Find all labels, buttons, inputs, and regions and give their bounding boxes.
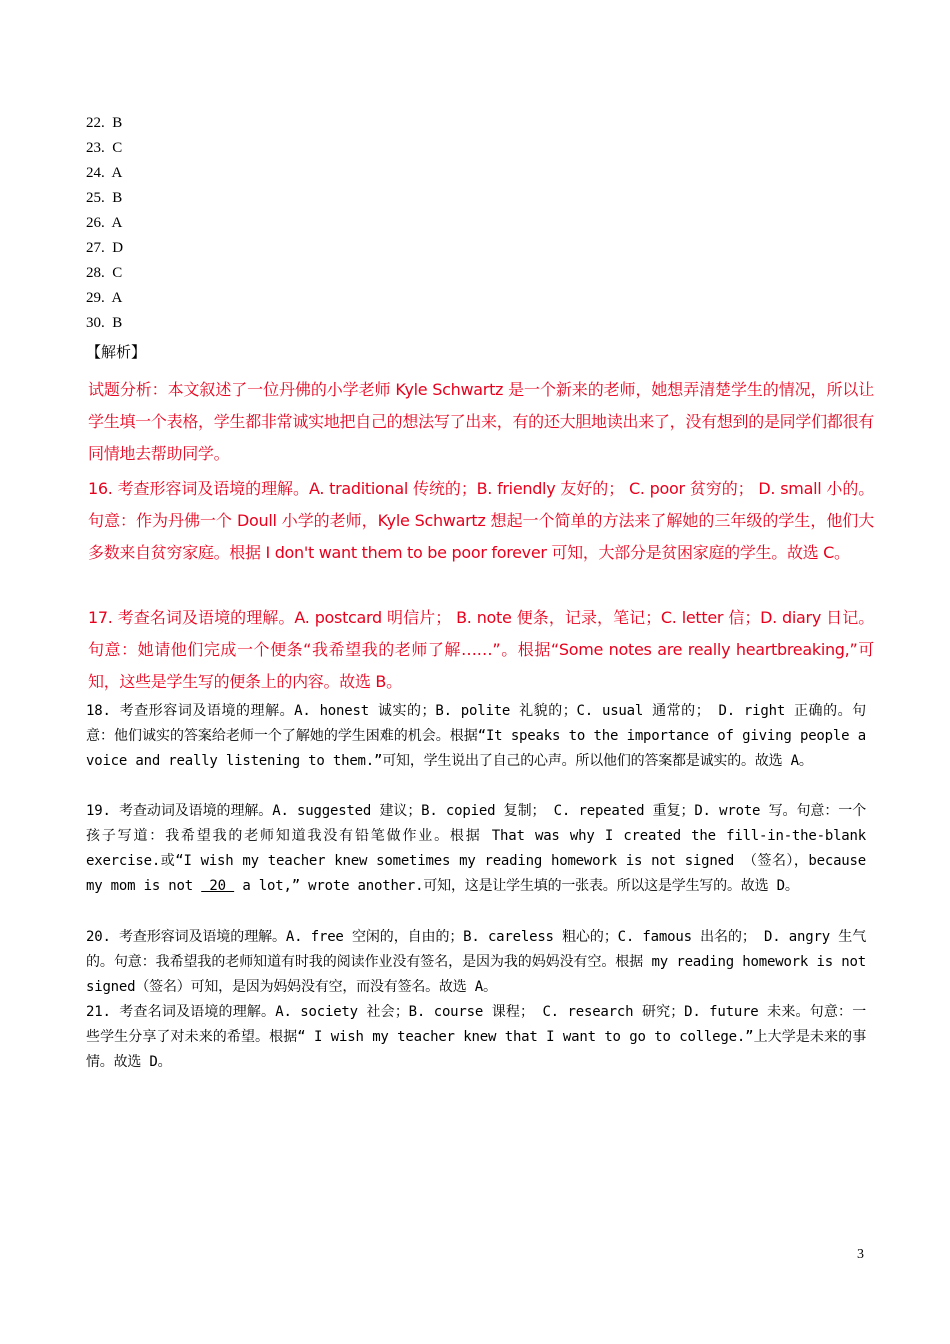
answer-key-list [86,111,123,336]
analysis-paragraph: 试题分析：本文叙述了一位丹佛的小学老师 Kyle Schwartz 是一个新来的老师，她想弄清楚学生的情况，所以让学生填一个表格，学生都非常诚实地把自己的想法写了出来，有的还大胆地读出来了，没有想到的是同学们都很有同情地去帮助同学。 [88,380,874,463]
answer-row: 27. D [86,240,124,256]
explanation-q17: 17. 考查名词及语境的理解。A. postcard 明信片； B. note 便条，记录，笔记；C. letter 信；D. diary 日记。句意：她请他们完成一个便条“我希望我的老师了解……”。根据“Some notes are really heartbreaking,”可知，这些是学生写的便条上的内容。故选 B。 [88,608,874,691]
explanation-q18: 18. 考查形容词及语境的理解。A. honest 诚实的；B. polite 礼貌的；C. usual 通常的； D. right 正确的。句意：他们诚实的答案给老师一个了解她的学生困难的机会。根据“It speaks to the importance of giving people a voice and really listening to them.”可知，学生说出了自己的心声。所以他们的答案都是诚实的。故选 A。 [86,703,866,769]
explanation-q16: 16. 考查形容词及语境的理解。A. traditional 传统的；B. friendly 友好的； C. poor 贫穷的； D. small 小的。句意：作为丹佛一个 Doull 小学的老师，Kyle Schwartz 想起一个简单的方法来了解她的三年级的学生，他们大多数来自贫穷家庭。根据 I don't want them to be poor forever 可知，大部分是贫困家庭的学生。故选 C。 [88,479,874,562]
answer-row: 24. A [86,165,123,181]
blank-number-20: 20 [201,878,235,894]
page-number: 3 [857,1247,864,1262]
answer-row: 29. A [86,290,123,306]
section-label-jiexi: 【解析】 [86,343,147,361]
answer-row: 23. C [86,140,123,156]
explanation-q19-text: 19. 考查动词及语境的理解。A. suggested 建议；B. copied 复制； C. repeated 重复；D. wrote 写。句意：一个孩子写道：我希望我的老师知道我没有铅笔做作业。根据 That was why I created the fill-in-the-blank exercise.或“I wish my teacher knew sometimes my reading homework is not signed （签名），because my mom is not [86,803,866,894]
explanation-q20: 20. 考查形容词及语境的理解。A. free 空闲的，自由的；B. careless 粗心的；C. famous 出名的； D. angry 生气的。句意：我希望我的老师知道有时我的阅读作业没有签名，是因为我的妈妈没有空。根据 my reading homework is not signed（签名）可知，是因为妈妈没有空，而没有签名。故选 A。 [86,929,866,995]
explanation-q19-text-end: a lot,” wrote another.可知，这是让学生填的一张表。所以这是学生写的。故选 D。 [234,878,799,894]
answer-row: 30. B [86,315,123,331]
answer-row: 28. C [86,265,123,281]
answer-row: 25. B [86,190,123,206]
explanation-q19 [86,799,866,899]
answer-row: 26. A [86,215,123,231]
answer-row: 22. B [86,115,123,131]
explanation-q21: 21. 考查名词及语境的理解。A. society 社会；B. course 课程； C. research 研究；D. future 未来。句意：一些学生分享了对未来的希望。根据“ I wish my teacher knew that I want to go to college.”上大学是未来的事情。故选 D。 [86,1004,866,1070]
